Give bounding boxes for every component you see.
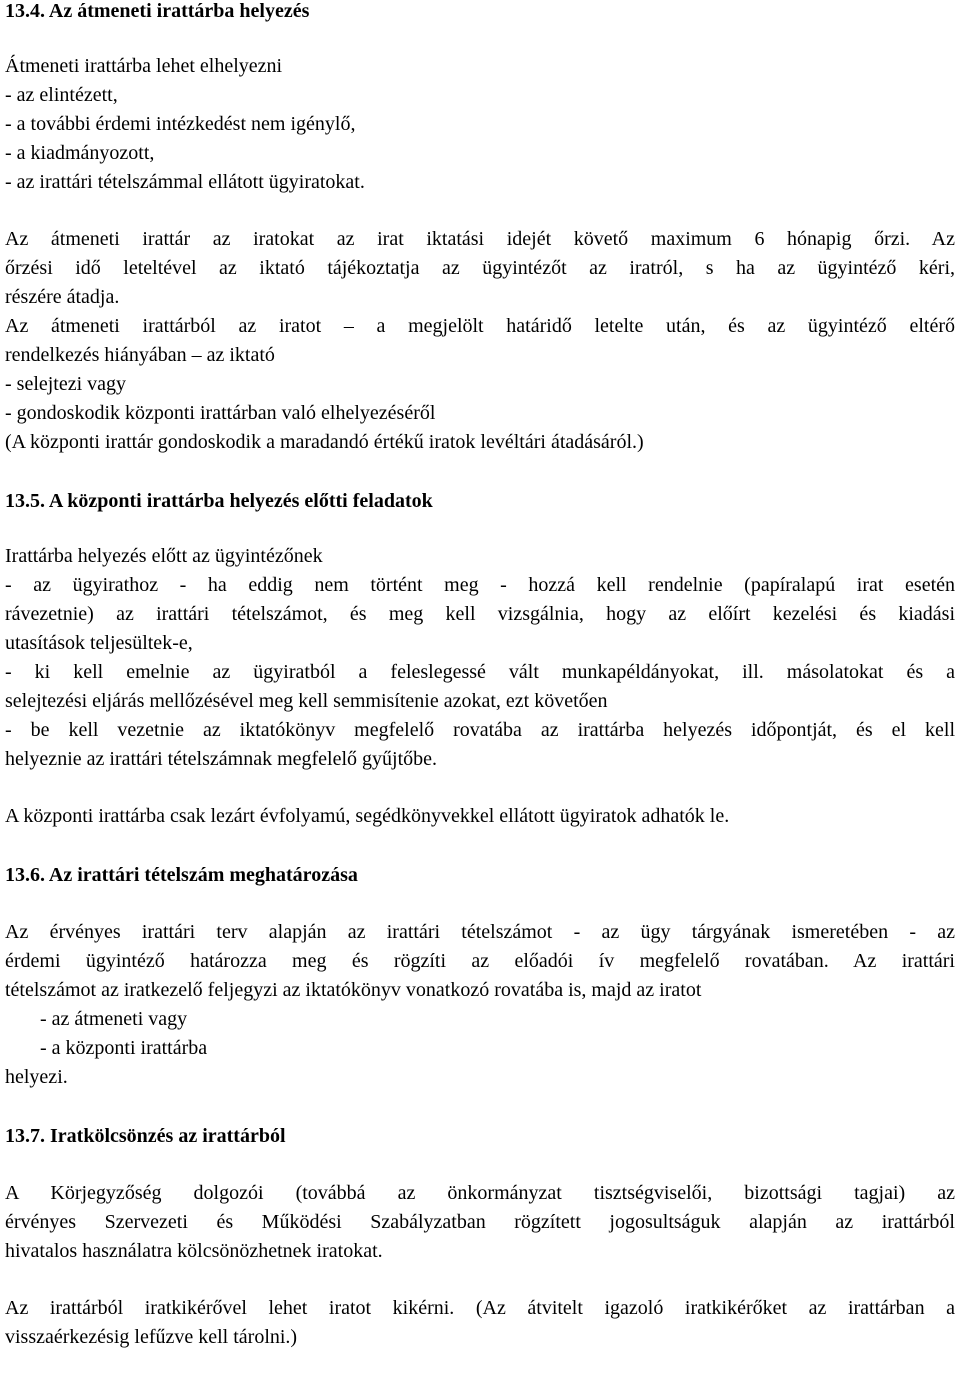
paragraph-line: részére átadja. — [5, 286, 120, 308]
paragraph-line: utasítások teljesültek-e, — [5, 632, 193, 654]
list-item: - a további érdemi intézkedést nem igénylő, — [5, 113, 356, 135]
paragraph-line: érvényes Szervezeti és Működési Szabályzatban rögzített jogosultságuk alapján az irattárból — [5, 1211, 955, 1233]
paragraph-line: Irattárba helyezés előtt az ügyintézőnek — [5, 545, 323, 567]
paragraph-line: tételszámot az iratkezelő feljegyzi az iktatókönyv vonatkozó rovatába is, majd az iratot — [5, 979, 702, 1001]
paragraph-line: selejtezési eljárás mellőzésével meg kell semmisítenie azokat, ezt követően — [5, 690, 608, 712]
paragraph-line: visszaérkezésig lefűzve kell tárolni.) — [5, 1326, 298, 1348]
paragraph-line: - selejtezi vagy — [5, 373, 127, 395]
paragraph-line: Az átmeneti irattárból az iratot – a megjelölt határidő letelte után, és az ügyintéző eltérő — [5, 315, 955, 337]
paragraph-line: őrzési idő leteltével az iktató tájékoztatja az ügyintézőt az iratról, s ha az ügyintéző kéri, — [5, 257, 955, 279]
paragraph-line: Az irattárból iratkikérővel lehet iratot kikérni. (Az átvitelt igazoló iratkikérőket az irattárban a — [5, 1297, 955, 1319]
section-13-6-body — [5, 918, 955, 1092]
paragraph-line: - gondoskodik központi irattárban való elhelyezéséről — [5, 402, 436, 424]
paragraph-line: - be kell vezetnie az iktatókönyv megfelelő rovatába az irattárba helyezés időpontját, és el kell — [5, 719, 955, 741]
section-heading-13-6: 13.6. Az irattári tételszám meghatározása — [5, 864, 358, 886]
paragraph-line: (A központi irattár gondoskodik a maradandó értékű iratok levéltári átadásáról.) — [5, 431, 644, 453]
paragraph-line: érdemi ügyintéző határozza meg és rögzíti az előadói ív megfelelő rovatában. Az irattári — [5, 950, 955, 972]
list-item: - az átmeneti vagy — [40, 1008, 188, 1030]
section-13-7-paragraph-1 — [5, 1179, 955, 1266]
section-13-5-closing — [5, 802, 955, 831]
paragraph-line: Az átmeneti irattár az iratokat az irat iktatási idejét követő maximum 6 hónapig őrzi. Az — [5, 228, 955, 250]
paragraph-line: - az ügyirathoz - ha eddig nem történt meg - hozzá kell rendelnie (papíralapú irat esetén — [5, 574, 955, 596]
list-item: - a központi irattárba — [40, 1037, 208, 1059]
paragraph-line: hivatalos használatra kölcsönözhetnek iratokat. — [5, 1240, 383, 1262]
list-item: - az elintézett, — [5, 84, 118, 106]
paragraph-line: rendelkezés hiányában – az iktató — [5, 344, 275, 366]
section-13-5-body — [5, 542, 955, 774]
section-13-7-paragraph-2 — [5, 1294, 955, 1352]
section-heading-13-7: 13.7. Iratkölcsönzés az irattárból — [5, 1125, 286, 1147]
list-item: - az irattári tételszámmal ellátott ügyiratokat. — [5, 171, 365, 193]
paragraph-line: A Körjegyzőség dolgozói (továbbá az önkormányzat tisztségviselői, bizottsági tagjai) az — [5, 1182, 955, 1204]
section-heading-13-4: 13.4. Az átmeneti irattárba helyezés — [5, 0, 310, 22]
paragraph-line: Az érvényes irattári terv alapján az irattári tételszámot - az ügy tárgyának ismeretében - az — [5, 921, 955, 943]
paragraph-line: helyeznie az irattári tételszámnak megfelelő gyűjtőbe. — [5, 748, 438, 770]
section-13-4-paragraph-3 — [5, 312, 955, 457]
paragraph-line: rávezetnie) az irattári tételszámot, és meg kell vizsgálnia, hogy az előírt kezelési és kiadási — [5, 603, 955, 625]
paragraph-line: - ki kell emelnie az ügyiratból a feleslegessé vált munkapéldányokat, ill. másolatokat és a — [5, 661, 955, 683]
section-13-4-paragraph-2 — [5, 225, 955, 312]
intro-line: Átmeneti irattárba lehet elhelyezni — [5, 55, 283, 77]
section-13-4-list — [5, 52, 955, 197]
section-heading-13-5: 13.5. A központi irattárba helyezés előtti feladatok — [5, 490, 433, 512]
list-item: - a kiadmányozott, — [5, 142, 155, 164]
document-page — [5, 0, 955, 1352]
paragraph-line: helyezi. — [5, 1066, 68, 1088]
paragraph-line: A központi irattárba csak lezárt évfolyamú, segédkönyvekkel ellátott ügyiratok adhatók le. — [5, 805, 730, 827]
